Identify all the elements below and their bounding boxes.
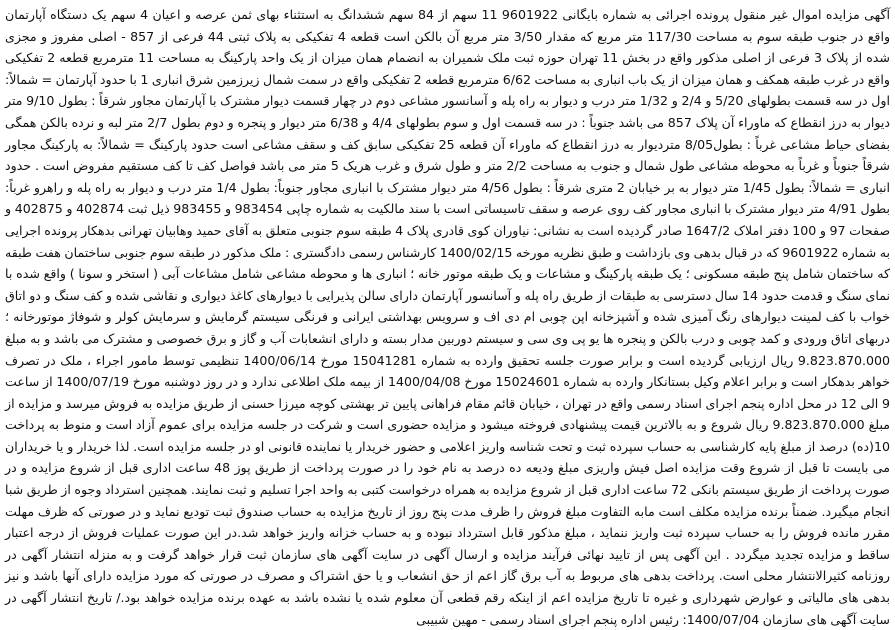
auction-notice-text: آگهی مزایده اموال غیر منقول پرونده اجرائی به شماره بایگانی 9601922 11 سهم از 84 سهم ششدانگ به استثناء بهای ثمن عرصه و اعیان 4 سهم یک دستگاه آپارتمان واقع در جنوب طبقه سوم به مساحت 117/30 متر مربع که مقدار 3/50 متر مربع آن بالکن است قطعه 4 تفکیکی به پلاک ثبتی 44 فرعی از 857 - اصلی مفروز و مجزی شده از پلاک 3 فرعی از اصلی مذکور واقع در بخش 11 تهران حوزه ثبت ملک شمیران به انضمام همان میزان از یک واحد پارکینگ به مساحت 11 مترمربع قطعه 2 تفکیکی واقع در غرب طبقه همکف و همان میزان از یک باب انباری به مساحت 6/62 مترمربع قطعه 2 تفکیکی واقع در سمت شمال زیرزمین شرق انباری 1 با حدود آپارتمان = شمالاً: اول در سه قسمت بطولهای 5/20 و 2/4 و 1/32 متر درب و دیوار به راه پله و آسانسور مشاعی دوم در چهار قسمت دیوار مشترک با آپارتمان مجاور شرقاً : بطول 9/10 متر دیوار به درز انقطاع که ماوراء آن پلاک 857 می باشد جنوباً : در سه قسمت اول و سوم بطولهای 4/4 و 6/38 متر دیوار و پنجره و دوم بطول 2/7 متر لبه و نرده بالکن همگی بفضای حیاط مشاعی غرباً : بطول8/05 متردیوار به درز انقطاع که ماوراء آن قطعه 25 تفکیکی سابق کف و سقف مشاعی است حدود پارکینگ = شمالاً: به پارکینگ مجاور شرقاً جنوباً و غرباً به محوطه مشاعی طول شمال و جنوب به مساحت 2/2 متر و طول شرق و غرب هریک 5 متر می باشد فواصل کف تا کف مستقیم مفروض است . حدود انباری = شمالاً: بطول 1/45 متر دیوار به بر خیابان 2 متری شرقاً : بطول 4/56 متر دیوار مشترک با انباری مجاور جنوباً: بطول 1/4 متر درب و دیوار به راه پله و راهرو غرباً: بطول 4/91 متر دیوار مشترک با انباری مجاور کف روی عرصه و سقف تاسیساتی است با سند مالکیت به شماره چاپی 983454 و 983455 ذیل ثبت 402874 و 402875 و صفحات 97 و 100 دفتر املاک 1647/2 صادر گردیده است به نشانی: نیاوران کوی قادری پلاک 4 طبقه سوم جنوبی متعلق به آقای حمید وهابیان تهرانی بدهکار پرونده اجرایی به شماره 9601922 که در قبال بدهی وی بازداشت و طبق نظریه مورخه 1400/02/15 کارشناس رسمی دادگستری : ملک مذکور در طبقه سوم جنوبی ساختمان هفت طبقه که ساختمان شامل پنج طبقه مسکونی ؛ یک طبقه پارکینگ و مشاعات و یک طبقه موتور خانه ؛ انباری ها و محوطه مشاعی شامل مشاعات آبی ( استخر و سونا ) واقع شده با نمای سنگ و قدمت حدود 14 سال دسترسی به طبقات از طریق راه پله و آسانسور آپارتمان دارای سالن پذیرایی با دیوارهای کاغذ دیواری و نقاشی شده و کف سنگ و دو اتاق خواب با کف لمینت دیوارهای رنگ آمیزی شده و آشپزخانه اپن چوبی ام دی اف و سرویس بهداشتی ایرانی و فرنگی سیستم گرمایش و سرمایش کولر و شوفاژ موتورخانه ؛ دربهای اتاق ورودی و کمد چوبی و درب بالکن و پنجره ها یو پی وی سی و سیستم دوربین مدار بسته و دارای انشعابات آب و گاز و برق خصوصی و مشترک می باشد و به مبلغ 9.823.870.000 ریال ارزیابی گردیده است و برابر صورت جلسه تحقیق وارده به شماره 15041281 مورخ 1400/06/14 تنظیمی توسط مامور اجراء ، ملک در تصرف خواهر بدهکار است و برابر اعلام وکیل بستانکار وارده به شماره 15024601 مورخ 1400/04/08 از بیمه ملک اطلاعی ندارد و در روز دوشنبه مورخ 1400/07/19 از ساعت 9 الی 12 در محل اداره پنجم اجرای اسناد رسمی واقع در تهران ، خیابان قائم مقام فراهانی پایین تر بهشتی کوچه میرزا حسنی از طریق مزایده به فروش میرسد و مزایده از مبلغ 9.823.870.000 ریال شروع و به بالاترین قیمت پیشنهادی فروخته میشود و مزایده حضوری است و شرکت در جلسه مزایده برای عموم آزاد است و منوط به پرداخت 10(ده) درصد از مبلغ پایه کارشناسی به حساب سپرده ثبت و تحت شناسه واریز اعلامی و حضور خریدار یا نماینده قانونی او در جلسه مزایده است. لذا خریدار و یا خریداران می بایست تا قبل از شروع وقت مزایده اصل فیش واریزی مبلغ ودیعه ده درصد به نام خود را در صورت پرداخت از طریق پوز 48 ساعت اداری قبل از شروع مزایده و در صورت پرداخت از طریق سیستم بانکی 72 ساعت اداری قبل از شروع مزایده به همراه درخواست کتبی به واحد اجرا تسلیم و ثبت نمایند. همچنین استرداد وجوه از طریق شبا انجام میگیرد. ضمناً برنده مزایده مکلف است مابه التفاوت مبلغ فروش را ظرف مدت پنج روز از تاریخ مزایده به حساب صندوق ثبت تودیع نماید و در صورتی که ظرف مهلت مقرر مانده فروش را به حساب سپرده ثبت واریز ننماید ، مبلغ مذکور قابل استرداد نبوده و به حساب خزانه واریز خواهد شد.در این صورت عملیات فروش از درجه اعتبار ساقط و مزایده تجدید میگردد . این آگهی پس از تایید نهائی فرآیند مزایده و ارسال آگهی در سایت آگهی های سازمان ثبت قرار خواهد گرفت و به منزله انتشار آگهی در روزنامه کثیرالانتشار محلی است. پرداخت بدهی های مربوط به آب برق گاز اعم از حق انشعاب و یا حق اشتراک و مصرف در صورتی که مورد مزایده دارای آنها باشد و نیز بدهی های مالیاتی و عوارض شهرداری و غیره تا تاریخ مزایده اعم از اینکه رقم قطعی آن معلوم شده یا نشده باشد به عهده برنده مزایده خواهد بود./ تاریخ انتشار آگهی در سایت آگهی های سازمان 1400/07/04: رئیس اداره پنجم اجرای اسناد رسمی - مهین شبیبی [4,7,891,627]
